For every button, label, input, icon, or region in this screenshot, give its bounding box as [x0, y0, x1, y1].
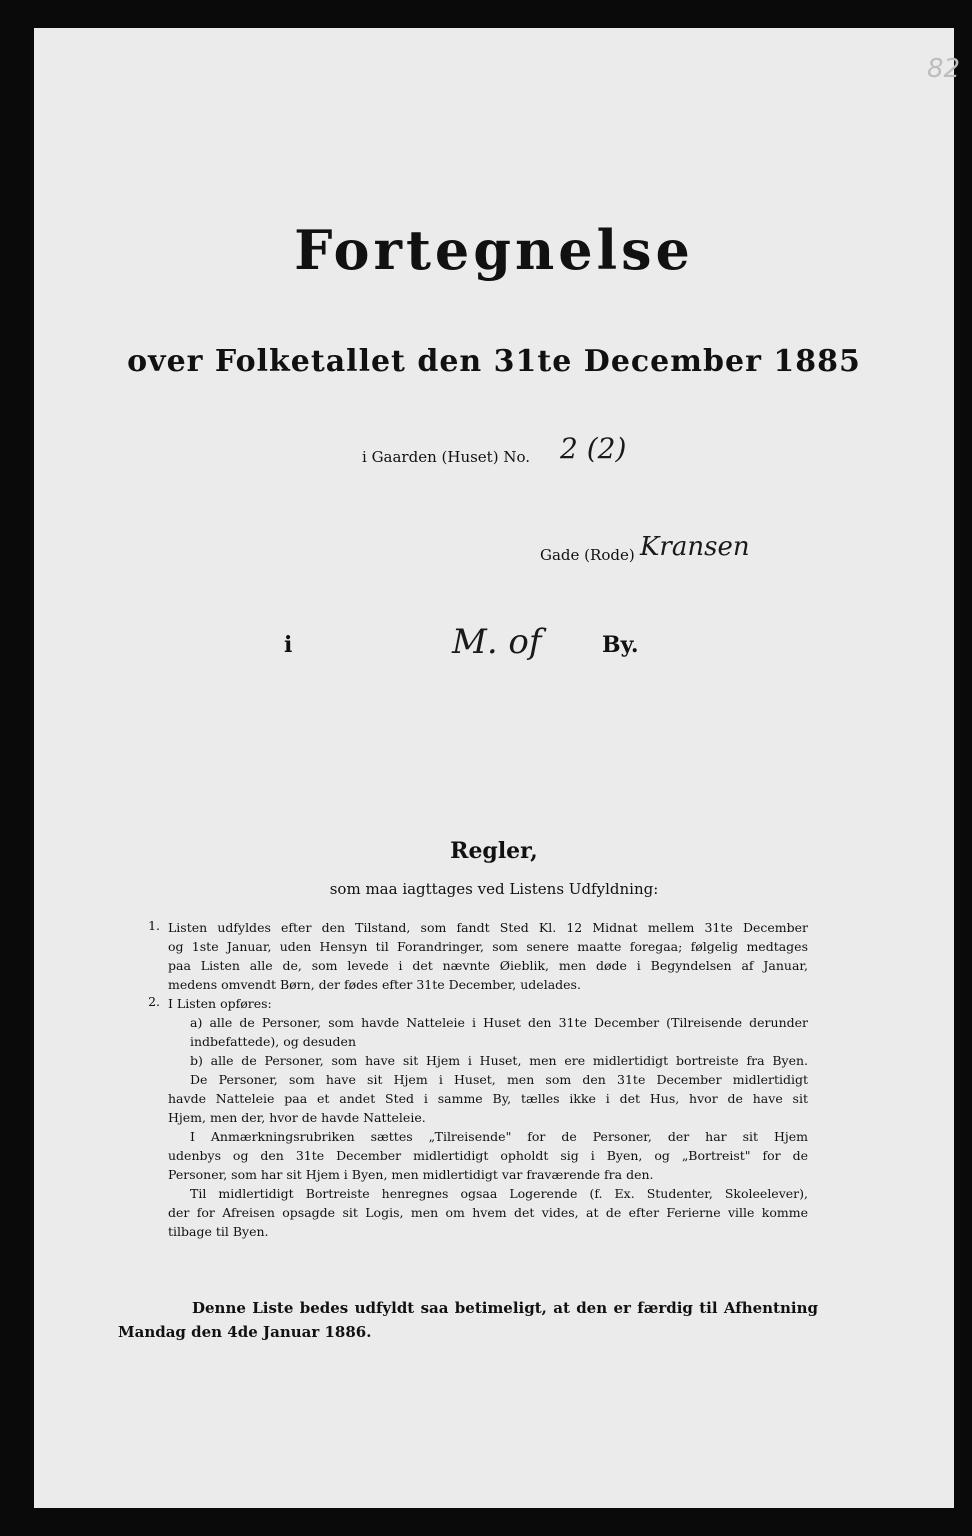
- rule-line: Personer, som har sit Hjem i Byen, men midlertidigt var fraværende fra den.: [168, 1167, 654, 1182]
- rule-number: 2.: [148, 994, 160, 1009]
- rule-item: [148, 994, 808, 1241]
- rules-title: Regler,: [450, 838, 538, 864]
- census-form-page: [34, 28, 961, 1508]
- rule-line: paa Listen alle de, som levede i det nævnte Øieblik, men døde i Begyndelsen af Januar,: [168, 958, 808, 973]
- rule-line: b) alle de Personer, som have sit Hjem i Huset, men ere midlertidigt bortreiste fra Byen.: [190, 1053, 808, 1068]
- rule-line: Listen udfyldes efter den Tilstand, som fandt Sted Kl. 12 Midnat mellem 31te December: [168, 920, 808, 935]
- form-subtitle: over Folketallet den 31te December 1885: [127, 344, 861, 379]
- rule-line: De Personer, som have sit Hjem i Huset, men som den 31te December midlertidigt: [190, 1072, 808, 1087]
- footer-line: Mandag den 4de Januar 1886.: [118, 1323, 372, 1341]
- rule-line: Hjem, men der, hvor de havde Natteleie.: [168, 1110, 426, 1125]
- rule-line: der for Afreisen opsagde sit Logis, men om hvem det vides, at de efter Ferierne ville komme: [168, 1205, 808, 1220]
- by-suffix: By.: [602, 632, 639, 658]
- rule-line: Til midlertidigt Bortreiste henregnes ogsaa Logerende (f. Ex. Studenter, Skoleelever),: [190, 1186, 808, 1201]
- rule-line: medens omvendt Børn, der fødes efter 31te December, udelades.: [168, 977, 581, 992]
- rule-number: 1.: [148, 918, 160, 933]
- rule-line: I Listen opføres:: [168, 996, 272, 1011]
- rule-line: og 1ste Januar, uden Hensyn til Forandringer, som senere maatte foregaa; følgelig medtages: [168, 939, 808, 954]
- page-number: 82: [927, 54, 961, 84]
- rule-line: udenbys og den 31te December midlertidigt opholdt sig i Byen, og „Bortreist" for de: [168, 1148, 808, 1163]
- gade-value: Kransen: [640, 532, 750, 562]
- rule-line: havde Natteleie paa et andet Sted i samme By, tælles ikke i det Hus, hvor de have sit: [168, 1091, 808, 1106]
- rule-line: I Anmærkningsrubriken sættes „Tilreisende" for de Personer, der har sit Hjem: [190, 1129, 808, 1144]
- form-title: Fortegnelse: [294, 218, 694, 282]
- footer-line: Denne Liste bedes udfyldt saa betimeligt, at den er færdig til Afhentning: [192, 1299, 818, 1317]
- rule-line: a) alle de Personer, som havde Natteleie i Huset den 31te December (Tilreisende derunder: [190, 1015, 808, 1030]
- gaard-label: i Gaarden (Huset) No.: [362, 448, 530, 466]
- gade-label: Gade (Rode): [540, 546, 635, 564]
- rules-subtitle: som maa iagttages ved Listens Udfyldning:: [329, 880, 659, 898]
- gaard-value: 2 (2): [560, 432, 627, 465]
- rule-line: tilbage til Byen.: [168, 1224, 269, 1239]
- by-prefix: i: [284, 632, 293, 658]
- footer-note: [118, 1296, 818, 1344]
- rule-item: [148, 918, 808, 994]
- rules-list: [148, 918, 808, 1241]
- rule-line: indbefattede), og desuden: [190, 1034, 357, 1049]
- by-value: M. of: [452, 622, 542, 662]
